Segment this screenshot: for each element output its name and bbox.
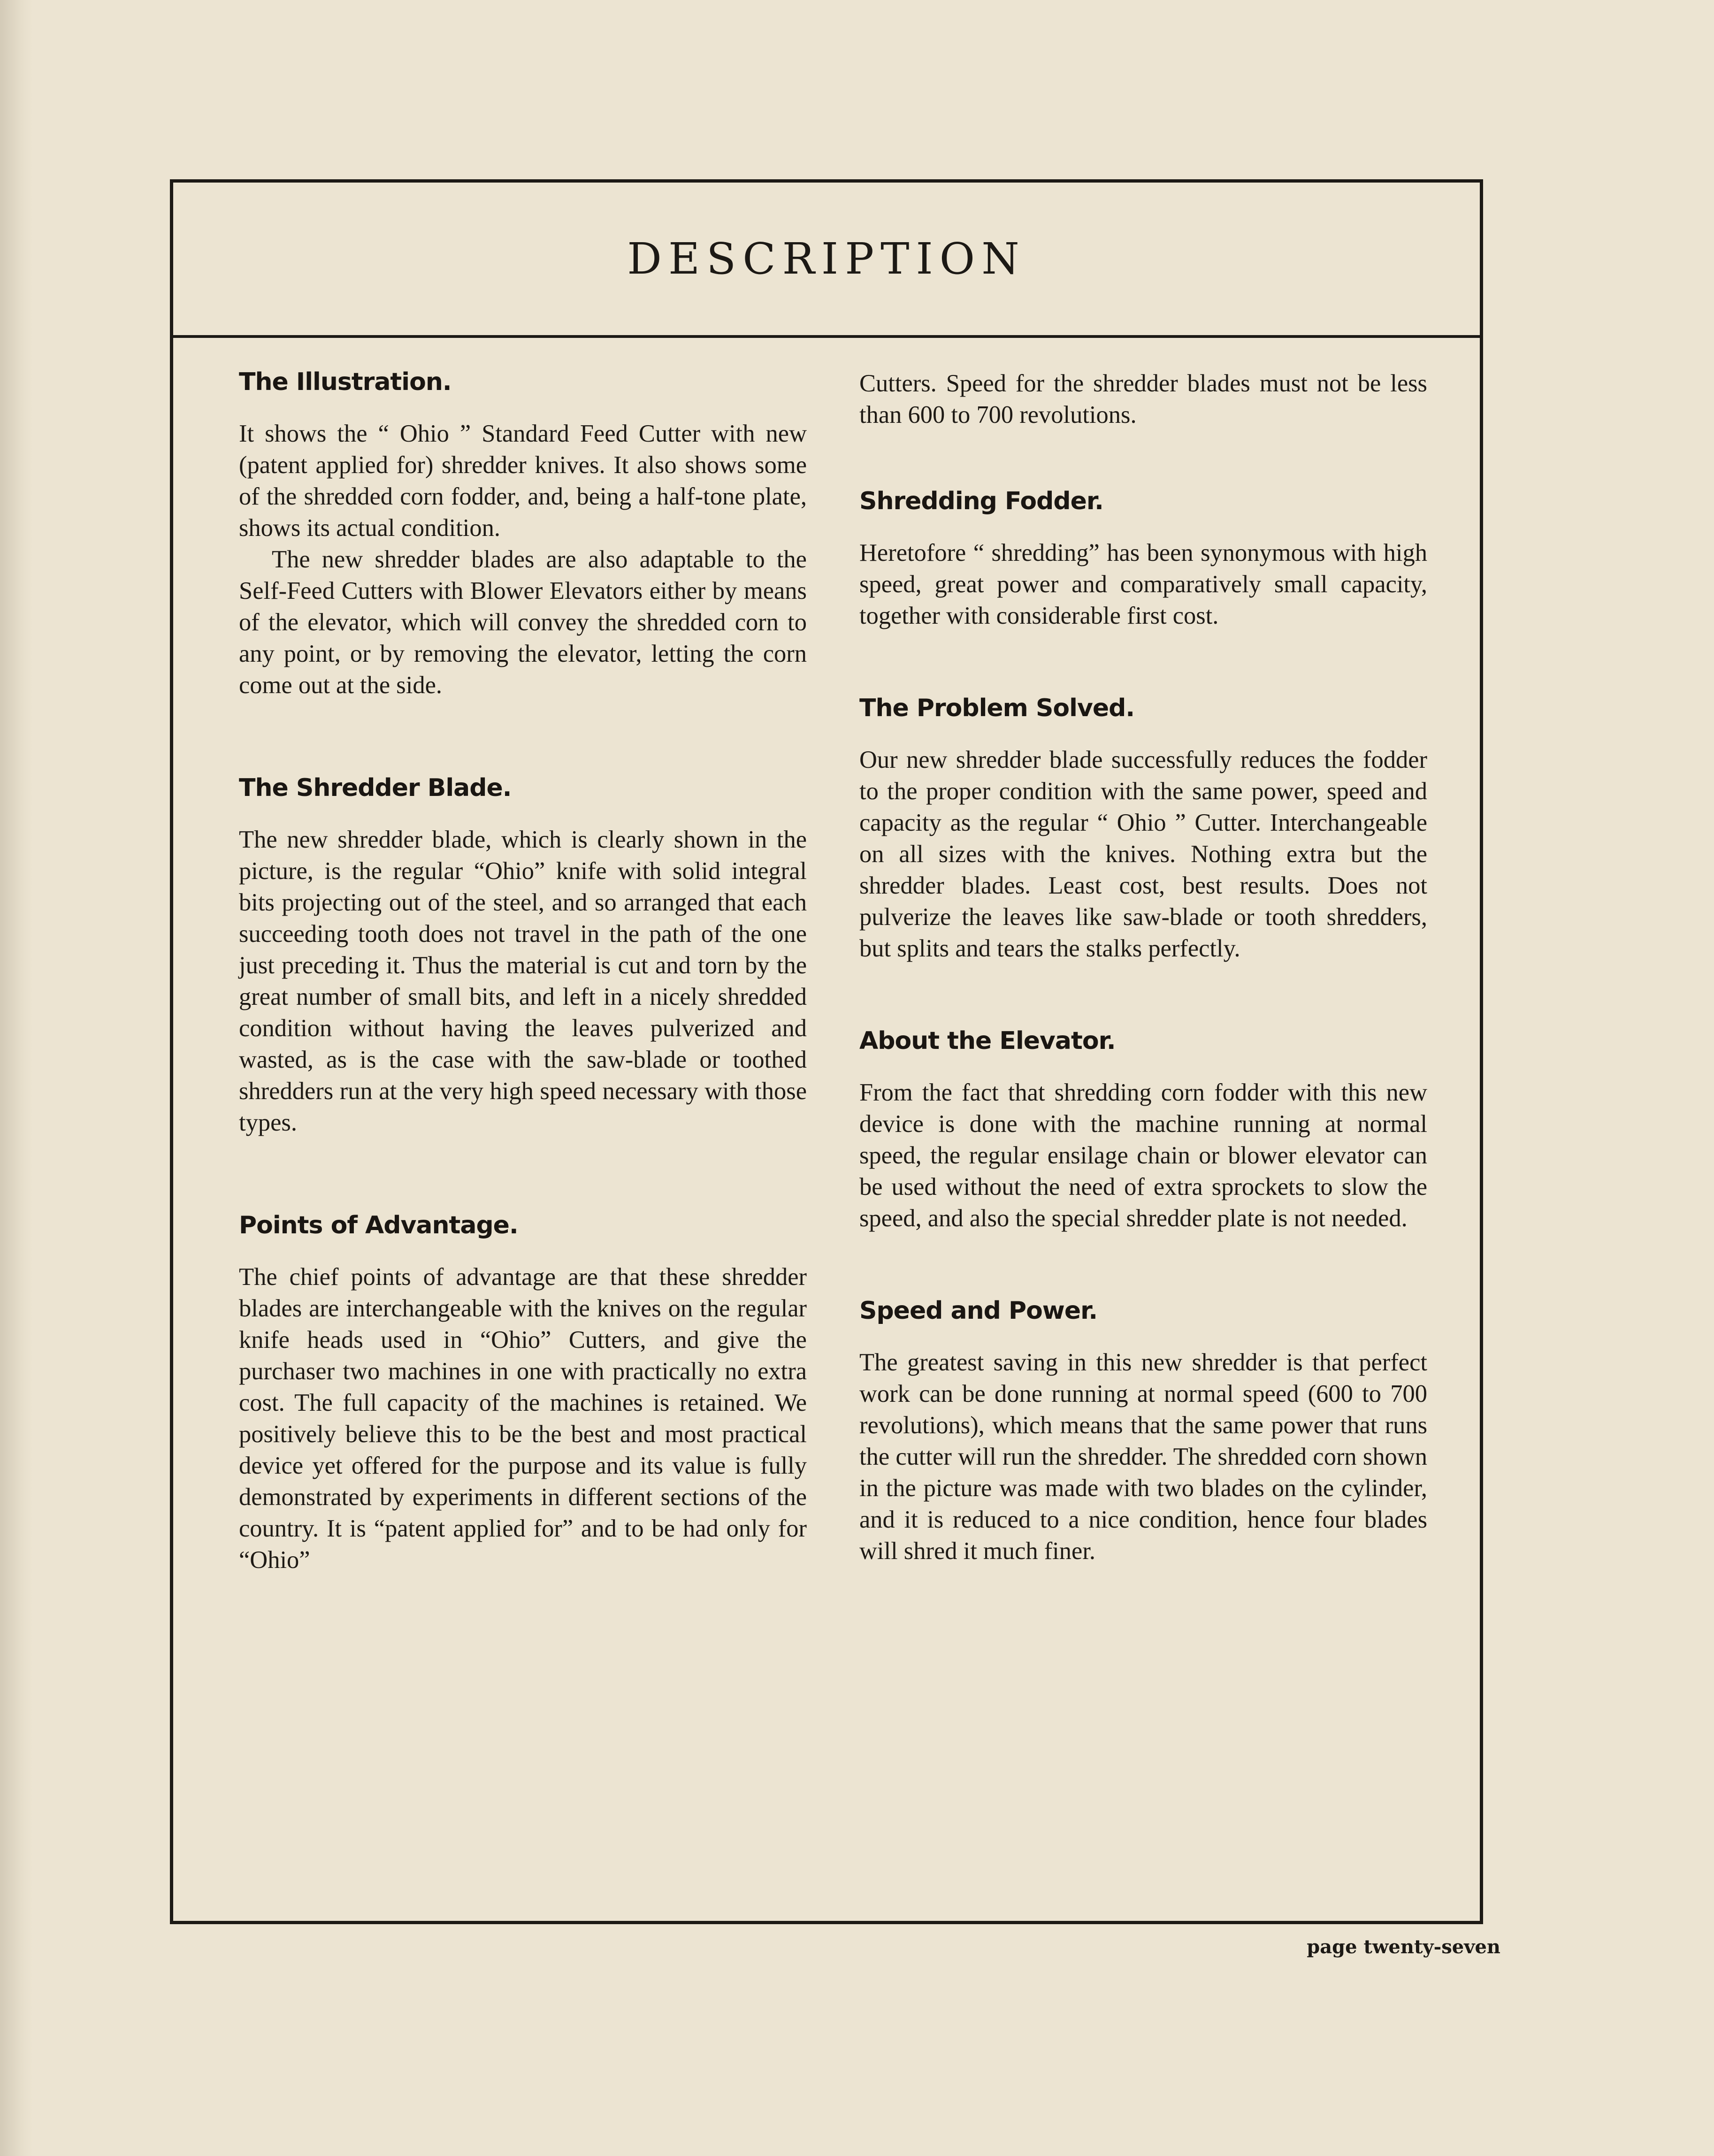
section-heading: The Problem Solved. [859, 694, 1135, 722]
page-edge-shadow [0, 0, 33, 2156]
section-illustration [239, 366, 807, 701]
section-paragraph: From the fact that shredding corn fodder with this new device is done with the machine running at normal speed, the regular ensilage chain or blower elevator can be used without the need of extra sprockets to slow the speed, and also the special shredder plate is not needed. [859, 1079, 1427, 1232]
section-shredder-blade [239, 772, 807, 1139]
section-paragraph: The greatest saving in this new shredder is that perfect work can be done running at normal speed (600 to 700 revolutions), which means that the same power that runs the cutter will run the shredder. The shredded corn shown in the picture was made with two blades on the cylinder, and it is reduced to a nice condition, hence four blades will shred it much finer. [859, 1349, 1427, 1565]
section-heading: About the Elevator. [859, 1027, 1116, 1055]
section-paragraph: The new shredder blades are also adaptable to the Self-Feed Cutters with Blower Elevators either by means of the elevator, which will convey the shredded corn to any point, or by removing the elevator, letting the corn come out at the side. [239, 546, 807, 699]
section-heading: Speed and Power. [859, 1297, 1098, 1325]
page-title: DESCRIPTION [627, 234, 1026, 284]
section-problem-solved [859, 692, 1427, 964]
title-box [173, 183, 1480, 338]
section-shredding-fodder [859, 485, 1427, 632]
section-paragraph: Heretofore “ shredding” has been synonymous with high speed, great power and comparatively small capacity, together with considerable first cost. [859, 539, 1427, 629]
description-frame [170, 179, 1483, 1924]
section-paragraph: The chief points of advantage are that these shredder blades are interchangeable with the knives on the regular knife heads used in “Ohio” Cutters, and give the purchaser two machines in one with practically no extra cost. The full capacity of the machines is retained. We positively believe this to be the best and most practical device yet offered for the purpose and its value is fully demonstrated by experiments in different sections of the country. It is “patent applied for” and to be had only for “Ohio” [239, 1263, 807, 1574]
section-speed-and-power [859, 1294, 1427, 1567]
section-about-elevator [859, 1024, 1427, 1234]
section-heading: The Shredder Blade. [239, 774, 512, 802]
section-paragraph: The new shredder blade, which is clearly shown in the picture, is the regular “Ohio” knife with solid integral bits projecting out of the steel, and so arranged that each succeeding tooth does not travel in the path of the one just preceding it. Thus the material is cut and torn by the great number of small bits, and left in a nicely shredded condition without having the leaves pulverized and wasted, as is the case with the saw-blade or toothed shredders run at the very high speed necessary with those types. [239, 826, 807, 1136]
section-heading: The Illustration. [239, 368, 451, 396]
right-column [859, 368, 1427, 1567]
section-points-of-advantage [239, 1209, 807, 1576]
section-heading: Shredding Fodder. [859, 487, 1103, 515]
section-paragraph: Our new shredder blade successfully reduces the fodder to the proper condition with the same power, speed and capacity as the regular “ Ohio ” Cutter. Interchangeable on all sizes with the knives. Nothing extra but the shredder blades. Least cost, best results. Does not pulverize the leaves like saw-blade or tooth shredders, but splits and tears the stalks perfectly. [859, 746, 1427, 962]
page-number: page twenty-seven [1307, 1936, 1500, 1958]
continued-paragraph: Cutters. Speed for the shredder blades must not be less than 600 to 700 revolutions. [859, 370, 1427, 428]
left-column [239, 366, 807, 1576]
section-heading: Points of Advantage. [239, 1211, 518, 1239]
section-paragraph: It shows the “ Ohio ” Standard Feed Cutter with new (patent applied for) shredder knives. It also shows some of the shredded corn fodder, and, being a half-tone plate, shows its actual condition. [239, 420, 807, 542]
